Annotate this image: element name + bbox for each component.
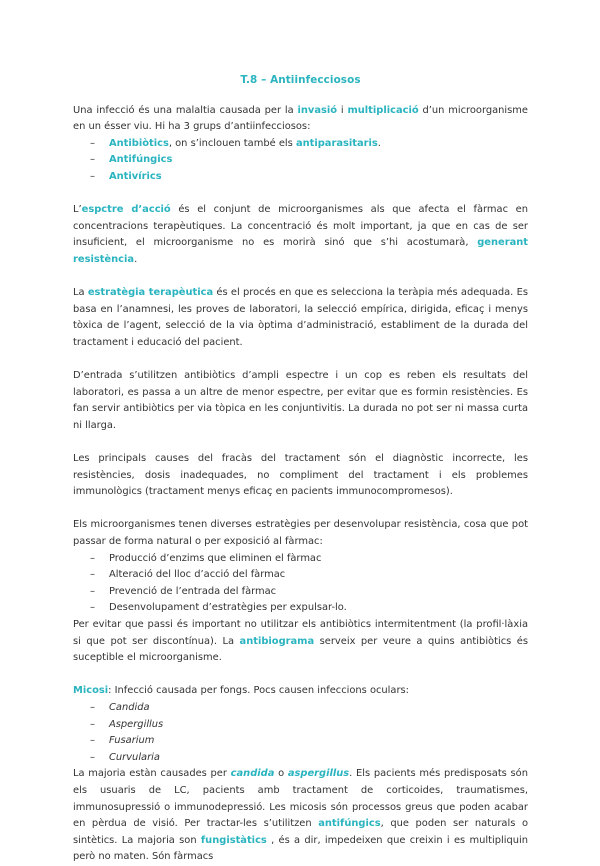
highlight-term: fungistàtics	[200, 834, 267, 846]
dash-bullet: –	[90, 701, 95, 713]
text-run: . Els pacients més predisposats són els usuaris de LC, pacients amb tractament de corticoides, traumatismes, immunosupressió o immunodepressió. Les micosis són processos greus que poden acabar en pèrdua de visió. Per tractar-les s’utilitzen	[73, 768, 528, 830]
highlight-term: espctre d’acció	[81, 204, 171, 216]
text-run: : Infecció causada per fongs. Pocs causen infeccions oculars:	[108, 685, 410, 697]
text-run: o	[274, 768, 288, 780]
micosi-paragraph	[73, 683, 528, 700]
list-item	[73, 600, 528, 617]
dash-bullet: –	[90, 552, 95, 564]
list-item	[73, 750, 528, 767]
dash-bullet: –	[90, 602, 95, 614]
list-item	[73, 733, 528, 750]
list-item	[73, 717, 528, 734]
text-run: L’	[73, 204, 82, 216]
list-item	[73, 567, 528, 584]
list-item	[73, 136, 528, 153]
fungi-list	[73, 700, 528, 766]
dash-bullet: –	[90, 137, 95, 149]
highlight-term: antibiograma	[239, 635, 315, 647]
highlight-term: Antibiòtics	[109, 137, 169, 149]
highlight-term: antiparasitaris	[295, 137, 378, 149]
page-title: T.8 – Antiinfecciosos	[240, 74, 361, 86]
list-item-text: Desenvolupament d’estratègies per expulsar-lo.	[109, 602, 347, 614]
antiinfective-groups-list	[73, 136, 528, 186]
list-item-text: Producció d’enzims que eliminen el fàrmac	[109, 552, 322, 564]
highlight-term: multiplicació	[347, 104, 419, 116]
highlight-term: Antivírics	[109, 170, 162, 182]
text-run: , on s’inclouen també els	[168, 137, 296, 149]
list-item-text: Aspergillus	[109, 718, 164, 730]
dash-bullet: –	[90, 718, 95, 730]
text-run: , que poden ser naturals o sintètics. La majoria son	[73, 818, 528, 846]
microorganisms-paragraph: Els microorganismes tenen diverses estratègies per desenvolupar resistència, cosa que pot passar de forma natural o per exposició al fàrmac:	[73, 519, 528, 548]
intro-paragraph	[73, 103, 528, 136]
estrategia-paragraph	[73, 285, 528, 351]
list-item-text: Prevenció de l’entrada del fàrmac	[109, 585, 277, 597]
list-item	[73, 584, 528, 601]
espectre-paragraph	[73, 202, 528, 268]
entrada-paragraph: D’entrada s’utilitzen antibiòtics d’ampli espectre i un cop es reben els resultats del laboratori, es passa a un altre de menor espectre, per evitar que es formin resistències. Es fan servir antibiòtics per via tòpica en les conjuntivitis. La durada no pot ser ni massa curta ni llarga.	[73, 370, 528, 431]
text-run: és el conjunt de microorganismes als que afecta el fàrmac en concentracions terapèutiques. La concentració és molt important, ja que en cas de ser insuficient, el microorganisme no es morirà sinó que s’hi acostumarà,	[73, 204, 528, 249]
resistance-strategies-list	[73, 551, 528, 617]
list-item	[73, 169, 528, 186]
list-item	[73, 700, 528, 717]
highlight-term: estratègia terapèutica	[87, 287, 214, 299]
highlight-term: aspergillus	[287, 768, 350, 780]
dash-bullet: –	[90, 170, 95, 182]
list-item-text: Candida	[109, 701, 150, 713]
text-run: Una infecció és una malaltia causada per la	[73, 104, 298, 116]
list-item	[73, 152, 528, 169]
text-run: , és a dir, impedeixen que creixin i es multipliquin però no maten. Són fàrmacs	[73, 834, 528, 863]
text-run: i	[337, 104, 348, 116]
highlight-term: Antifúngics	[109, 154, 173, 166]
highlight-term: antifúngics	[318, 818, 381, 830]
highlight-term: invasió	[297, 104, 338, 116]
text-run: La	[73, 287, 88, 299]
micosi-detail-paragraph	[73, 766, 528, 866]
highlight-term: candida	[230, 768, 275, 780]
text-run: és el procés en que es selecciona la teràpia més adequada. Es basa en l’anamnesi, les proves de laboratori, la selecció empírica, dirigida, eficaç i menys tòxica de l’agent, selecció de la via òptima d’administració, establiment de la durada del tractament i educació del pacient.	[73, 287, 528, 348]
text-run: serveix per veure a quins antibiòtics és suceptible el microorganisme.	[73, 635, 529, 664]
text-run: d’un microorganisme en un ésser viu. Hi ha 3 grups d’antiinfecciosos:	[73, 104, 528, 133]
highlight-term: generant resistència	[73, 237, 528, 265]
list-item-text: Fusarium	[109, 735, 155, 747]
dash-bullet: –	[90, 585, 95, 597]
text-run: .	[134, 253, 138, 265]
causes-paragraph: Les principals causes del fracàs del tractament són el diagnòstic incorrecte, les resistències, dosis inadequades, no compliment del tractament i els problemes immunològics (tractament menys eficaç en pacients immunocompromesos).	[73, 453, 528, 498]
highlight-term: Micosi	[73, 685, 109, 697]
antibiograma-paragraph	[73, 617, 528, 667]
list-item-text: Alteració del lloc d’acció del fàrmac	[109, 569, 286, 581]
dash-bullet: –	[90, 154, 95, 166]
text-run: .	[377, 137, 381, 149]
list-item	[73, 551, 528, 568]
dash-bullet: –	[90, 751, 95, 763]
dash-bullet: –	[90, 735, 95, 747]
text-run: La majoria estàn causades per	[73, 768, 231, 780]
text-run: Per evitar que passi és important no utilitzar els antibiòtics intermitentment (la profil·làxia si que pot ser discontínua). La	[73, 619, 528, 647]
dash-bullet: –	[90, 569, 95, 581]
list-item-text: Curvularia	[109, 751, 160, 763]
